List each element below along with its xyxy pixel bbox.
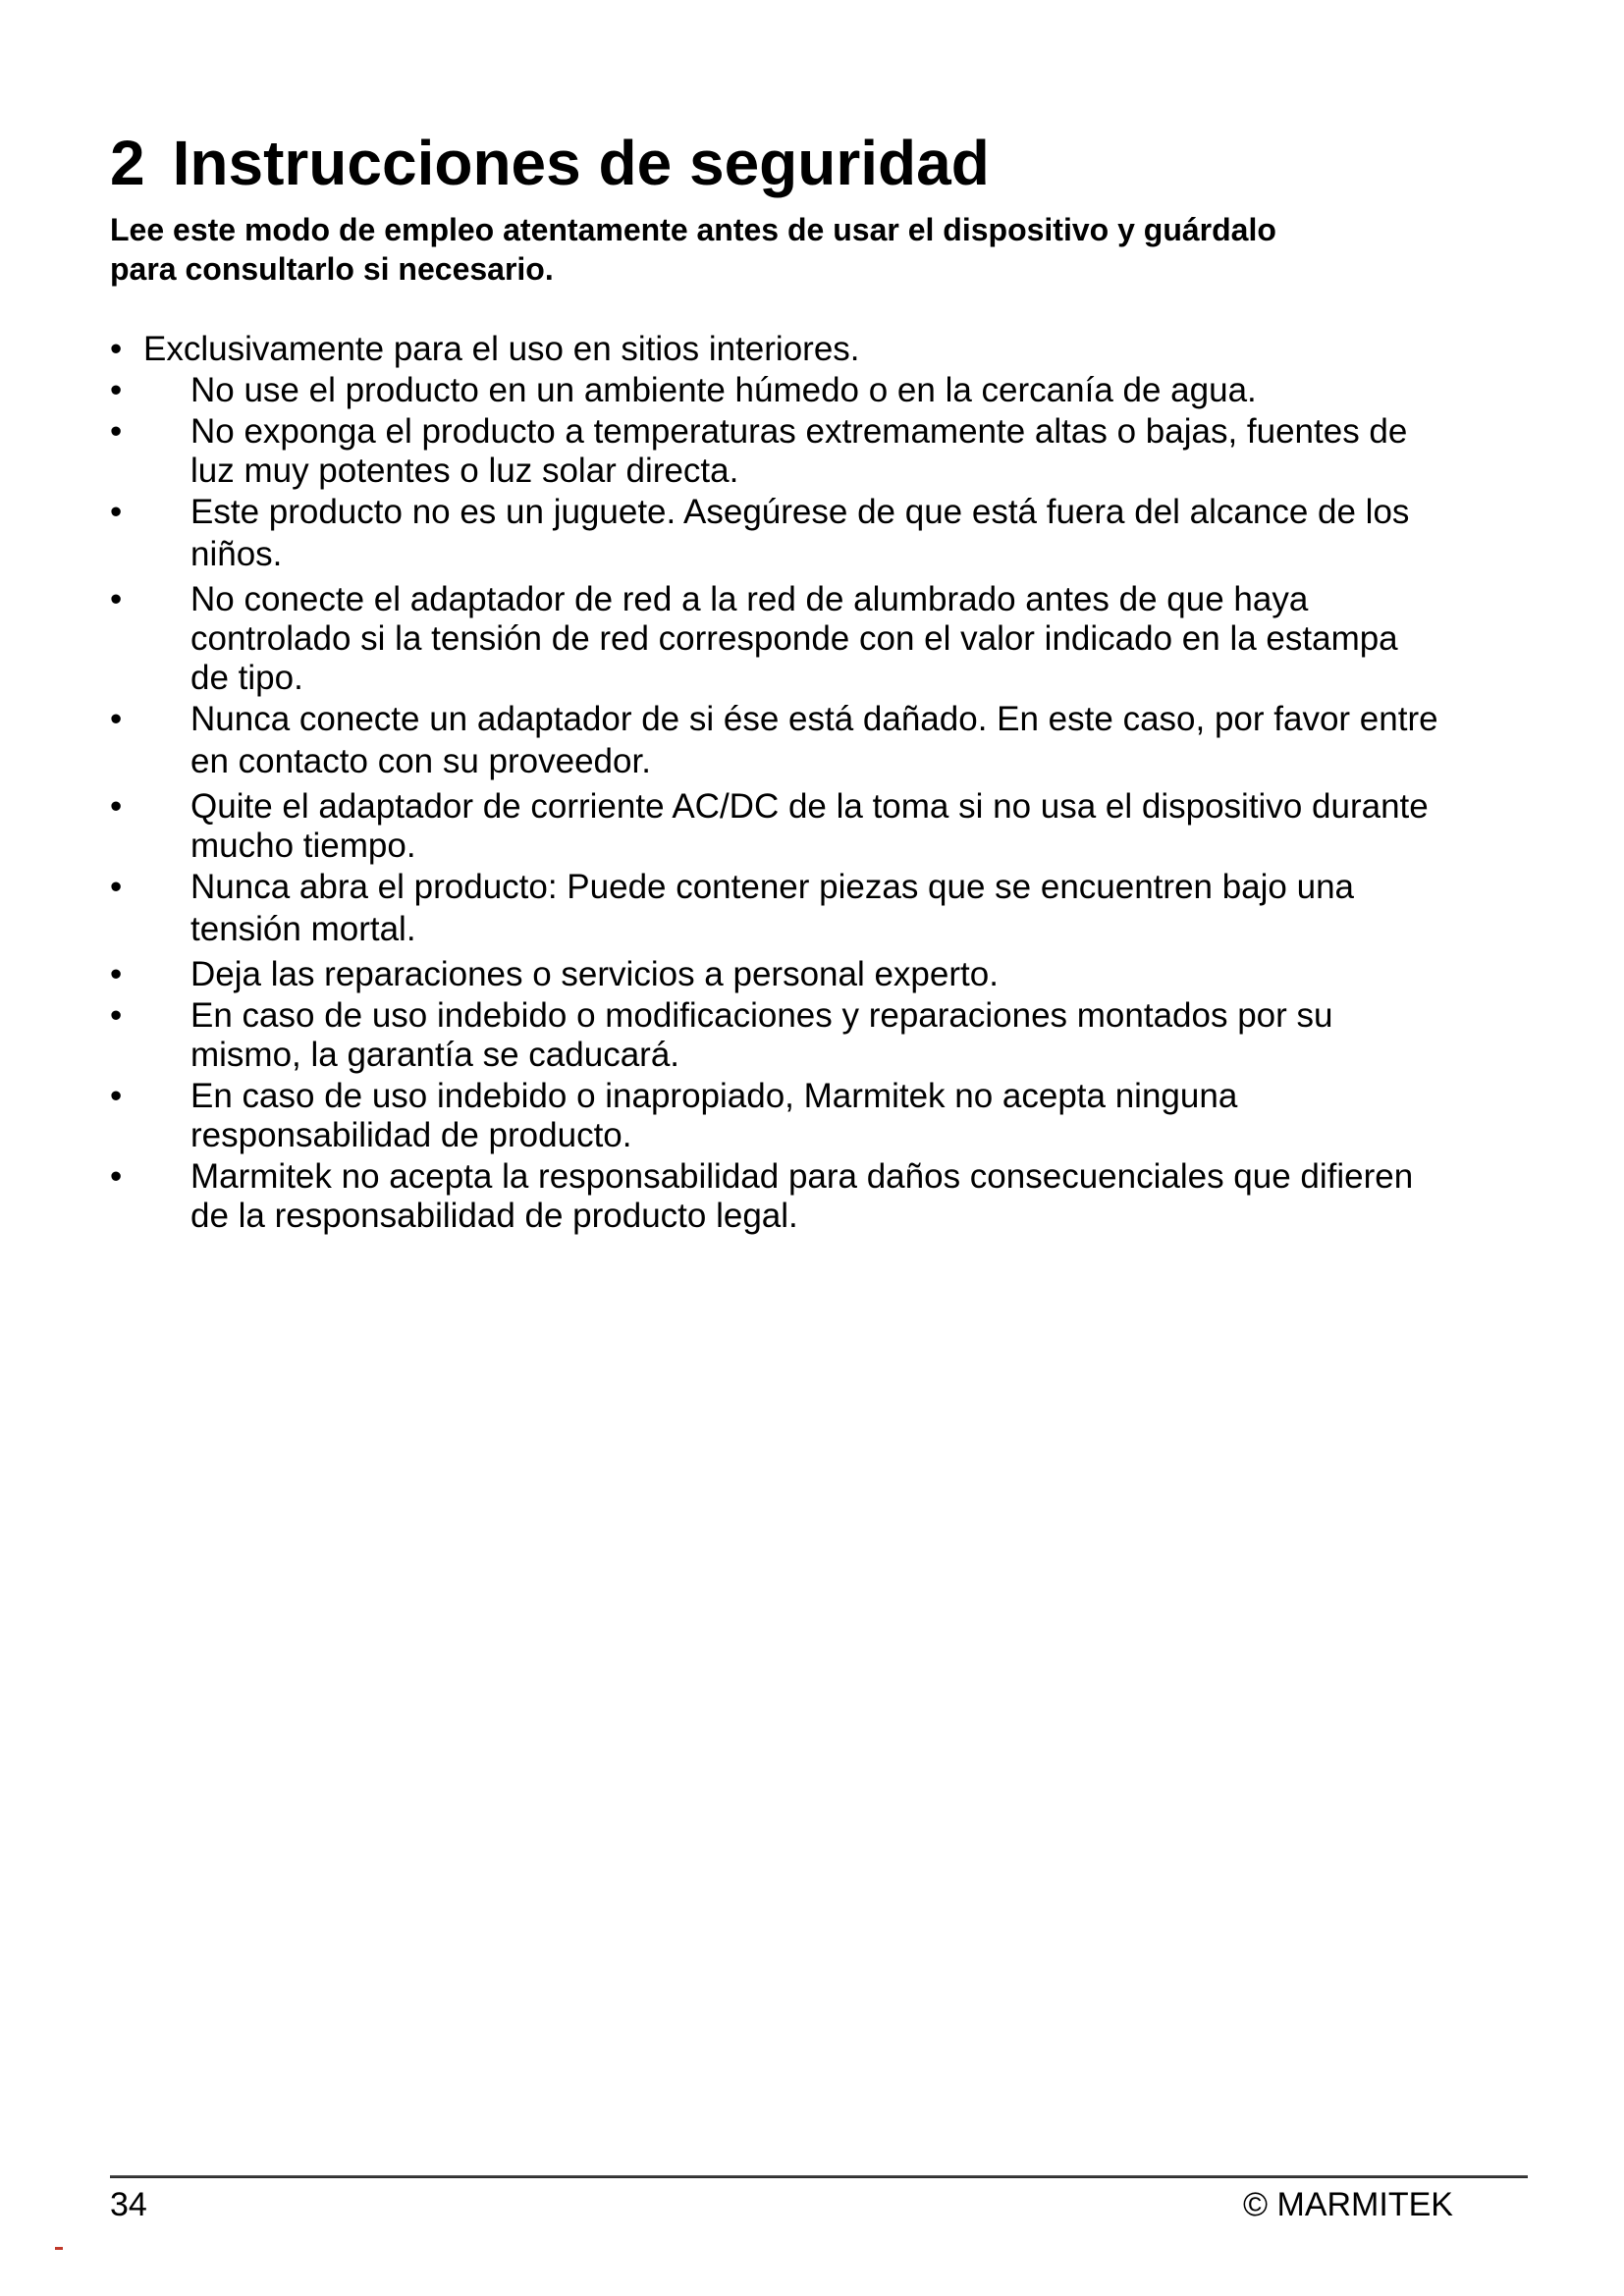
list-item-text: controlado si la tensión de red corresponde con el valor indicado en la estampa (190, 619, 1398, 658)
list-item-text: Nunca abra el producto: Puede contener piezas que se encuentren bajo una (190, 868, 1355, 906)
footer-divider (110, 2175, 1528, 2178)
safety-instructions-list (110, 330, 1504, 1238)
list-item-text: responsabilidad de producto. (190, 1116, 632, 1154)
bullet-icon: • (110, 1157, 123, 1196)
page-title (110, 124, 990, 202)
bullet-icon: • (110, 371, 123, 409)
bullet-icon: • (110, 787, 123, 826)
bullet-icon: • (110, 412, 123, 451)
list-item-text: No conecte el adaptador de red a la red de alumbrado antes de que haya (190, 580, 1309, 618)
list-item-text: Deja las reparaciones o servicios a personal experto. (190, 955, 999, 993)
list-item-text: En caso de uso indebido o modificaciones y reparaciones montados por su (190, 996, 1333, 1035)
list-item-text: En caso de uso indebido o inapropiado, Marmitek no acepta ninguna (190, 1077, 1238, 1115)
bullet-icon: • (110, 868, 123, 906)
list-item-text: luz muy potentes o luz solar directa. (190, 452, 739, 490)
section-title: Instrucciones de seguridad (172, 128, 990, 198)
bullet-icon: • (110, 330, 123, 368)
list-item (110, 787, 1504, 866)
page-number: 34 (110, 2186, 147, 2223)
intro-line: para consultarlo si necesario. (110, 251, 554, 287)
list-item-text: mismo, la garantía se caducará. (190, 1036, 680, 1074)
list-item-text: de tipo. (190, 659, 303, 697)
list-item (110, 1077, 1504, 1155)
list-item-text: No use el producto en un ambiente húmedo o en la cercanía de agua. (190, 371, 1257, 409)
bullet-icon: • (110, 1077, 123, 1115)
list-item (110, 955, 1504, 994)
list-item-text: niños. (190, 535, 283, 573)
list-item-text: Exclusivamente para el uso en sitios interiores. (143, 330, 860, 368)
list-item (110, 330, 1504, 369)
list-item-text: Nunca conecte un adaptador de si ése está dañado. En este caso, por favor entre (190, 700, 1438, 738)
list-item-text: Este producto no es un juguete. Asegúrese de que está fuera del alcance de los (190, 493, 1410, 531)
list-item-text: mucho tiempo. (190, 827, 416, 865)
list-item (110, 996, 1504, 1075)
list-item (110, 412, 1504, 491)
bullet-icon: • (110, 580, 123, 618)
footer-brand: © MARMITEK (1243, 2186, 1453, 2223)
section-number: 2 (110, 128, 145, 198)
list-item-text: No exponga el producto a temperaturas extremamente altas o bajas, fuentes de (190, 412, 1408, 451)
list-item-text: tensión mortal. (190, 910, 416, 948)
bullet-icon: • (110, 955, 123, 993)
list-item-text: en contacto con su proveedor. (190, 742, 651, 780)
list-item (110, 580, 1504, 698)
list-item-text: Marmitek no acepta la responsabilidad para daños consecuenciales que difieren (190, 1157, 1414, 1196)
list-item (110, 1157, 1504, 1236)
bullet-icon: • (110, 700, 123, 738)
list-item (110, 493, 1504, 574)
list-item (110, 700, 1504, 781)
list-item (110, 371, 1504, 410)
intro-paragraph (110, 210, 1485, 289)
scan-mark (55, 2247, 63, 2250)
bullet-icon: • (110, 996, 123, 1035)
list-item-text: Quite el adaptador de corriente AC/DC de la toma si no usa el dispositivo durante (190, 787, 1429, 826)
list-item-text: de la responsabilidad de producto legal. (190, 1197, 798, 1235)
intro-line: Lee este modo de empleo atentamente antes de usar el dispositivo y guárdalo (110, 212, 1276, 247)
bullet-icon: • (110, 493, 123, 531)
list-item (110, 868, 1504, 949)
